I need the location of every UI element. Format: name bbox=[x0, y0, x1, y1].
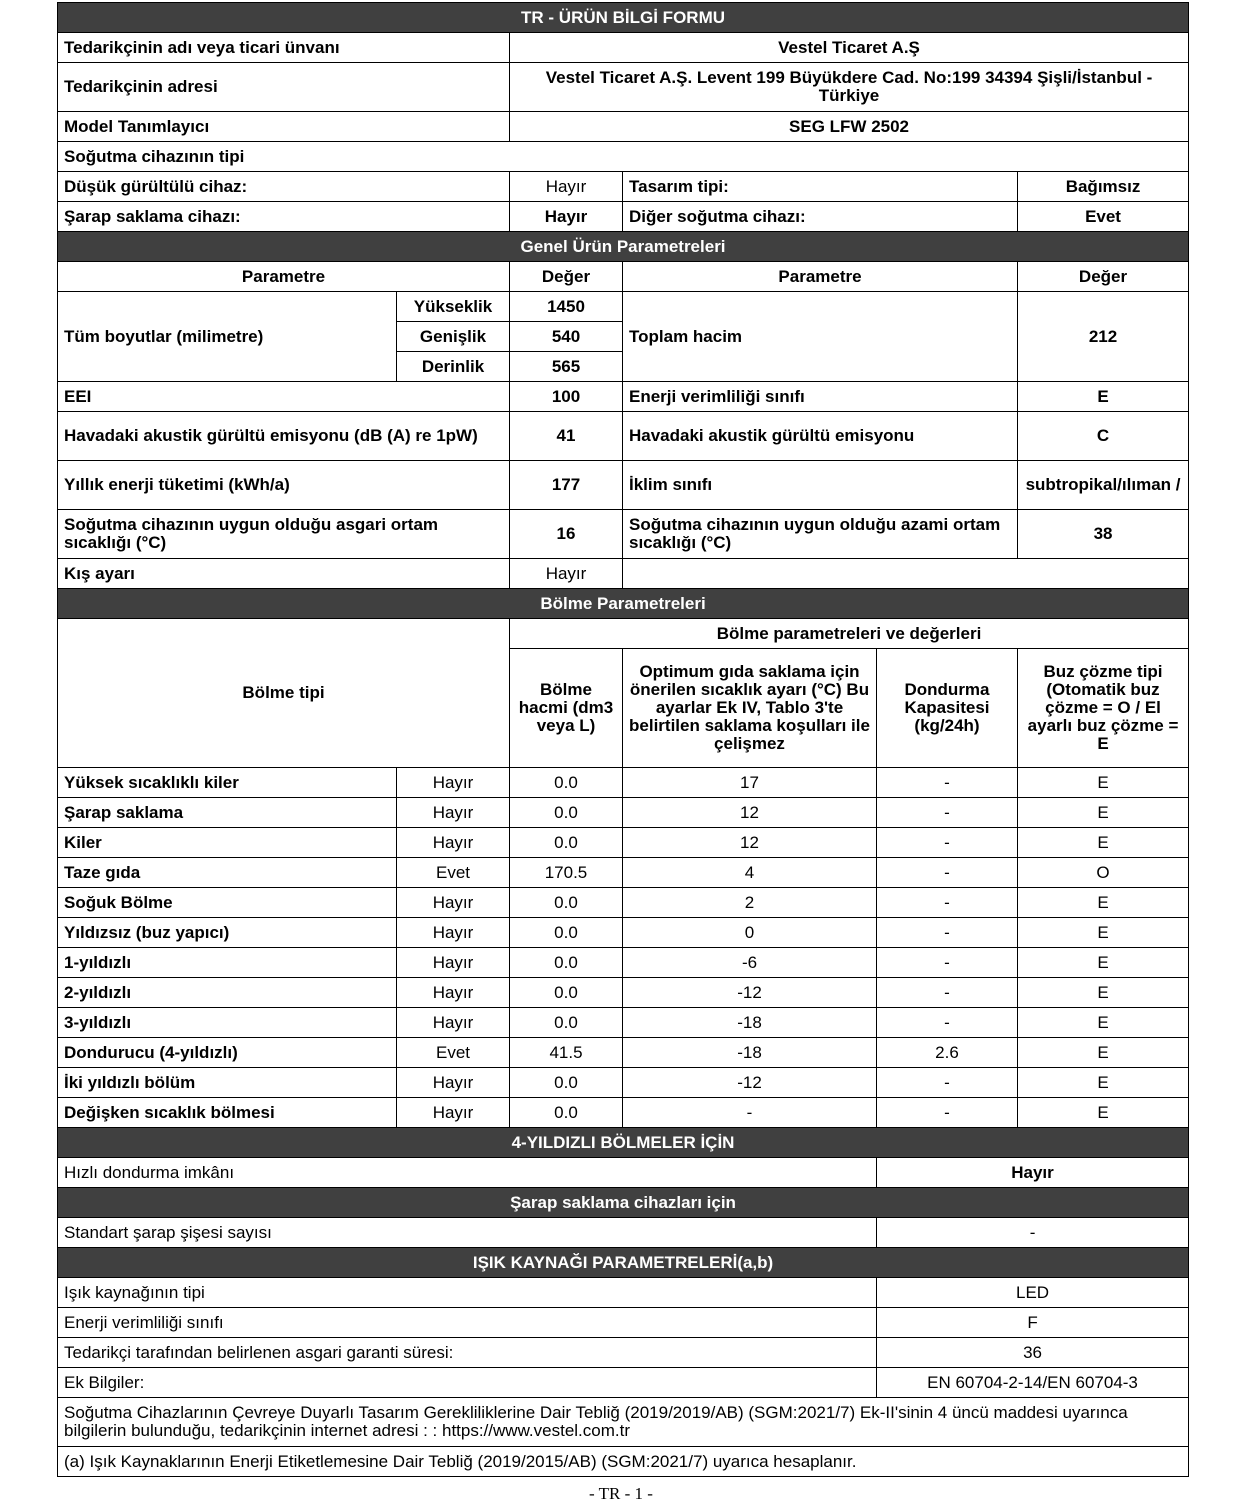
compartment-temp: -18 bbox=[623, 1038, 877, 1068]
noise-class-value: C bbox=[1018, 412, 1189, 461]
wine-bottles-value: - bbox=[877, 1218, 1189, 1248]
eei-value: 100 bbox=[510, 382, 623, 412]
compartment-row bbox=[58, 948, 1189, 978]
product-info-form bbox=[57, 2, 1189, 1477]
climate-class-value: subtropikal/ılıman / bbox=[1018, 461, 1189, 510]
page-number: - TR - 1 - bbox=[589, 1484, 653, 1503]
light-type-value: LED bbox=[877, 1278, 1189, 1308]
wine-bottles-label: Standart şarap şişesi sayısı bbox=[58, 1218, 877, 1248]
design-type-label: Tasarım tipi: bbox=[623, 172, 1018, 202]
compartment-name: 3-yıldızlı bbox=[58, 1008, 397, 1038]
noise-db-value: 41 bbox=[510, 412, 623, 461]
compartment-temp: 12 bbox=[623, 798, 877, 828]
compartment-volume: 0.0 bbox=[510, 978, 623, 1008]
eei-label: EEI bbox=[58, 382, 510, 412]
wine-device-value: Hayır bbox=[510, 202, 623, 232]
compartment-present: Evet bbox=[397, 858, 510, 888]
freeze-col-header: Dondurma Kapasitesi (kg/24h) bbox=[877, 649, 1018, 768]
compartment-row bbox=[58, 978, 1189, 1008]
compartment-freeze-capacity: - bbox=[877, 948, 1018, 978]
compartment-name: 1-yıldızlı bbox=[58, 948, 397, 978]
compartment-defrost-type: E bbox=[1018, 978, 1189, 1008]
value-col-header-right: Değer bbox=[1018, 262, 1189, 292]
compartment-freeze-capacity: - bbox=[877, 858, 1018, 888]
compartment-name: Şarap saklama bbox=[58, 798, 397, 828]
compartment-rows bbox=[58, 768, 1189, 1128]
compartment-present: Hayır bbox=[397, 948, 510, 978]
compartment-freeze-capacity: - bbox=[877, 798, 1018, 828]
compartment-volume: 170.5 bbox=[510, 858, 623, 888]
max-temp-value: 38 bbox=[1018, 510, 1189, 559]
supplier-address-value: Vestel Ticaret A.Ş. Levent 199 Büyükdere Cad. No:199 34394 Şişli/İstanbul - Türkiye bbox=[510, 63, 1189, 112]
depth-value: 565 bbox=[510, 352, 623, 382]
warranty-label: Tedarikçi tarafından belirlenen asgari garanti süresi: bbox=[58, 1338, 877, 1368]
compartment-present: Hayır bbox=[397, 978, 510, 1008]
total-volume-value: 212 bbox=[1018, 292, 1189, 382]
footnote-a: (a) Işık Kaynaklarının Enerji Etiketlemesine Dair Tebliğ (2019/2015/AB) (SGM:2021/7) uyarıca hesaplanır. bbox=[58, 1447, 1189, 1477]
model-value: SEG LFW 2502 bbox=[510, 112, 1189, 142]
compartment-temp: - bbox=[623, 1098, 877, 1128]
compartment-temp: -18 bbox=[623, 1008, 877, 1038]
model-label: Model Tanımlayıcı bbox=[58, 112, 510, 142]
compartment-freeze-capacity: - bbox=[877, 1098, 1018, 1128]
fast-freeze-label: Hızlı dondurma imkânı bbox=[58, 1158, 877, 1188]
other-device-label: Diğer soğutma cihazı: bbox=[623, 202, 1018, 232]
four-star-header: 4-YILDIZLI BÖLMELER İÇİN bbox=[58, 1128, 1189, 1158]
compartment-present: Hayır bbox=[397, 1008, 510, 1038]
compartment-name: Dondurucu (4-yıldızlı) bbox=[58, 1038, 397, 1068]
compartment-name: Yüksek sıcaklıklı kiler bbox=[58, 768, 397, 798]
height-label: Yükseklik bbox=[397, 292, 510, 322]
volume-col-header: Bölme hacmi (dm3 veya L) bbox=[510, 649, 623, 768]
compartment-volume: 0.0 bbox=[510, 1008, 623, 1038]
wine-device-label: Şarap saklama cihazı: bbox=[58, 202, 510, 232]
general-params-header: Genel Ürün Parametreleri bbox=[58, 232, 1189, 262]
compartment-name: İki yıldızlı bölüm bbox=[58, 1068, 397, 1098]
compartment-volume: 0.0 bbox=[510, 1068, 623, 1098]
compartment-row bbox=[58, 888, 1189, 918]
compartment-defrost-type: E bbox=[1018, 798, 1189, 828]
low-noise-value: Hayır bbox=[510, 172, 623, 202]
compartment-name: 2-yıldızlı bbox=[58, 978, 397, 1008]
empty-cell bbox=[623, 559, 1189, 589]
compartment-defrost-type: E bbox=[1018, 828, 1189, 858]
compartment-volume: 0.0 bbox=[510, 948, 623, 978]
total-volume-label: Toplam hacim bbox=[623, 292, 1018, 382]
width-value: 540 bbox=[510, 322, 623, 352]
light-source-header: IŞIK KAYNAĞI PARAMETRELERİ(a,b) bbox=[58, 1248, 1189, 1278]
compartment-freeze-capacity: - bbox=[877, 1008, 1018, 1038]
compartment-defrost-type: E bbox=[1018, 1038, 1189, 1068]
compartment-present: Hayır bbox=[397, 828, 510, 858]
supplier-name-value: Vestel Ticaret A.Ş bbox=[510, 33, 1189, 63]
compartment-volume: 41.5 bbox=[510, 1038, 623, 1068]
param-col-header: Parametre bbox=[58, 262, 510, 292]
annual-energy-value: 177 bbox=[510, 461, 623, 510]
compartment-name: Taze gıda bbox=[58, 858, 397, 888]
annual-energy-label: Yıllık enerji tüketimi (kWh/a) bbox=[58, 461, 510, 510]
compartment-volume: 0.0 bbox=[510, 768, 623, 798]
light-class-value: F bbox=[877, 1308, 1189, 1338]
compartment-volume: 0.0 bbox=[510, 918, 623, 948]
compartment-name: Yıldızsız (buz yapıcı) bbox=[58, 918, 397, 948]
winter-setting-label: Kış ayarı bbox=[58, 559, 510, 589]
compartment-freeze-capacity: 2.6 bbox=[877, 1038, 1018, 1068]
noise-db-label: Havadaki akustik gürültü emisyonu (dB (A) re 1pW) bbox=[58, 412, 510, 461]
compartment-freeze-capacity: - bbox=[877, 768, 1018, 798]
compartment-row bbox=[58, 828, 1189, 858]
compartment-row bbox=[58, 1068, 1189, 1098]
light-type-label: Işık kaynağının tipi bbox=[58, 1278, 877, 1308]
compartment-defrost-type: E bbox=[1018, 1008, 1189, 1038]
extra-info-value: EN 60704-2-14/EN 60704-3 bbox=[877, 1368, 1189, 1398]
compartment-temp: 17 bbox=[623, 768, 877, 798]
compartment-present: Hayır bbox=[397, 918, 510, 948]
param-col-header-right: Parametre bbox=[623, 262, 1018, 292]
regulation-note: Soğutma Cihazlarının Çevreye Duyarlı Tasarım Gerekliliklerine Dair Tebliğ (2019/2019/AB) (SGM:2021/7) Ek-II'sinin 4 üncü maddesi uyarınca bilgilerin bulunduğu, tedarikçinin internet adresi : : https://www.vestel.com.tr bbox=[58, 1398, 1189, 1447]
depth-label: Derinlik bbox=[397, 352, 510, 382]
compartment-volume: 0.0 bbox=[510, 828, 623, 858]
compartment-defrost-type: O bbox=[1018, 858, 1189, 888]
compartment-row bbox=[58, 768, 1189, 798]
light-class-label: Enerji verimliliği sınıfı bbox=[58, 1308, 877, 1338]
compartment-name: Değişken sıcaklık bölmesi bbox=[58, 1098, 397, 1128]
warranty-value: 36 bbox=[877, 1338, 1189, 1368]
design-type-value: Bağımsız bbox=[1018, 172, 1189, 202]
compartment-temp: 2 bbox=[623, 888, 877, 918]
compartment-defrost-type: E bbox=[1018, 1098, 1189, 1128]
compartment-present: Hayır bbox=[397, 798, 510, 828]
low-noise-label: Düşük gürültülü cihaz: bbox=[58, 172, 510, 202]
compartment-volume: 0.0 bbox=[510, 1098, 623, 1128]
compartment-present: Hayır bbox=[397, 888, 510, 918]
fast-freeze-value: Hayır bbox=[877, 1158, 1189, 1188]
form-title: TR - ÜRÜN BİLGİ FORMU bbox=[58, 3, 1189, 33]
compartment-present: Evet bbox=[397, 1038, 510, 1068]
max-temp-label: Soğutma cihazının uygun olduğu azami ortam sıcaklığı (°C) bbox=[623, 510, 1018, 559]
other-device-value: Evet bbox=[1018, 202, 1189, 232]
compartment-row bbox=[58, 1098, 1189, 1128]
compartment-freeze-capacity: - bbox=[877, 888, 1018, 918]
compartment-name: Kiler bbox=[58, 828, 397, 858]
compartment-values-header: Bölme parametreleri ve değerleri bbox=[510, 619, 1189, 649]
compartment-row bbox=[58, 798, 1189, 828]
compartment-freeze-capacity: - bbox=[877, 828, 1018, 858]
compartment-defrost-type: E bbox=[1018, 918, 1189, 948]
value-col-header: Değer bbox=[510, 262, 623, 292]
energy-class-label: Enerji verimliliği sınıfı bbox=[623, 382, 1018, 412]
compartment-temp: -6 bbox=[623, 948, 877, 978]
compartment-row bbox=[58, 1038, 1189, 1068]
compartment-defrost-type: E bbox=[1018, 768, 1189, 798]
compartment-defrost-type: E bbox=[1018, 888, 1189, 918]
extra-info-label: Ek Bilgiler: bbox=[58, 1368, 877, 1398]
wine-header: Şarap saklama cihazları için bbox=[58, 1188, 1189, 1218]
compartment-type-header: Bölme tipi bbox=[58, 619, 510, 768]
compartment-temp: 4 bbox=[623, 858, 877, 888]
compartment-row bbox=[58, 858, 1189, 888]
compartment-present: Hayır bbox=[397, 768, 510, 798]
device-type-label: Soğutma cihazının tipi bbox=[58, 142, 1189, 172]
compartment-volume: 0.0 bbox=[510, 888, 623, 918]
compartment-volume: 0.0 bbox=[510, 798, 623, 828]
supplier-name-label: Tedarikçinin adı veya ticari ünvanı bbox=[58, 33, 510, 63]
compartment-temp: -12 bbox=[623, 978, 877, 1008]
compartment-defrost-type: E bbox=[1018, 1068, 1189, 1098]
compartment-freeze-capacity: - bbox=[877, 918, 1018, 948]
width-label: Genişlik bbox=[397, 322, 510, 352]
compartment-row bbox=[58, 1008, 1189, 1038]
compartment-temp: 12 bbox=[623, 828, 877, 858]
compartment-present: Hayır bbox=[397, 1098, 510, 1128]
compartment-name: Soğuk Bölme bbox=[58, 888, 397, 918]
compartment-freeze-capacity: - bbox=[877, 1068, 1018, 1098]
supplier-address-label: Tedarikçinin adresi bbox=[58, 63, 510, 112]
energy-class-value: E bbox=[1018, 382, 1189, 412]
dimensions-label: Tüm boyutlar (milimetre) bbox=[58, 292, 397, 382]
temp-col-header: Optimum gıda saklama için önerilen sıcaklık ayarı (°C) Bu ayarlar Ek IV, Tablo 3'te belirtilen saklama koşulları ile çelişmez bbox=[623, 649, 877, 768]
compartment-params-header: Bölme Parametreleri bbox=[58, 589, 1189, 619]
compartment-temp: -12 bbox=[623, 1068, 877, 1098]
compartment-present: Hayır bbox=[397, 1068, 510, 1098]
compartment-row bbox=[58, 918, 1189, 948]
height-value: 1450 bbox=[510, 292, 623, 322]
compartment-temp: 0 bbox=[623, 918, 877, 948]
winter-setting-value: Hayır bbox=[510, 559, 623, 589]
compartment-freeze-capacity: - bbox=[877, 978, 1018, 1008]
compartment-defrost-type: E bbox=[1018, 948, 1189, 978]
noise-class-label: Havadaki akustik gürültü emisyonu bbox=[623, 412, 1018, 461]
climate-class-label: İklim sınıfı bbox=[623, 461, 1018, 510]
min-temp-label: Soğutma cihazının uygun olduğu asgari ortam sıcaklığı (°C) bbox=[58, 510, 510, 559]
min-temp-value: 16 bbox=[510, 510, 623, 559]
defrost-col-header: Buz çözme tipi (Otomatik buz çözme = O / El ayarlı buz çözme = E bbox=[1018, 649, 1189, 768]
